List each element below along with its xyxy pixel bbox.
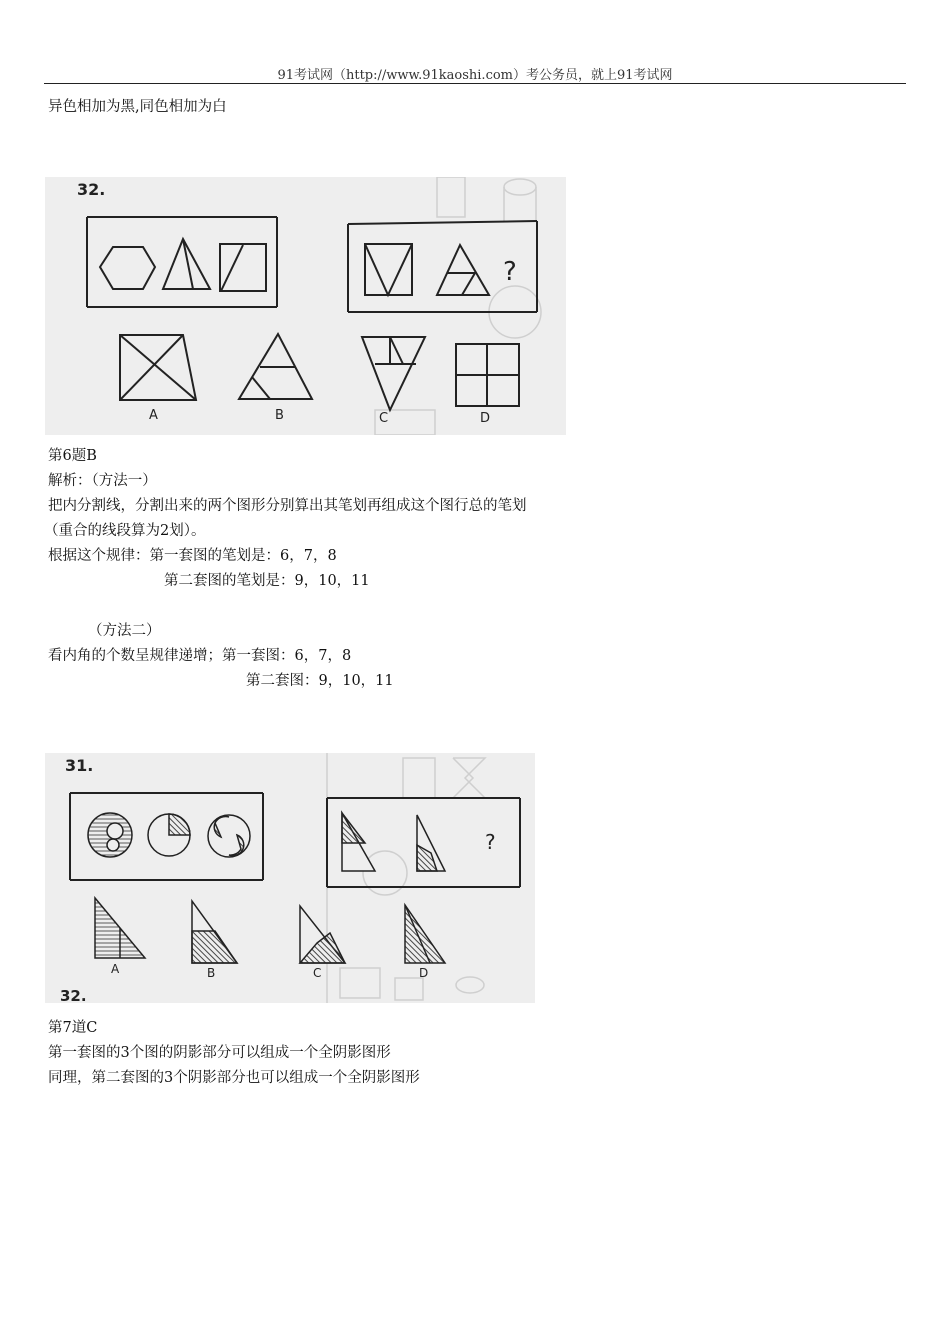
- q6-analysis-label: 解析：（方法一）: [48, 473, 157, 489]
- q6-method2-line1: 看内角的个数呈规律递增；第一套图：6，7，8: [48, 648, 352, 664]
- option-b-label: B: [207, 966, 216, 980]
- option-c-label: C: [313, 966, 322, 980]
- q6-method2-line2: 第二套图：9，10，11: [246, 673, 394, 689]
- option-a-label: A: [149, 408, 158, 423]
- question-6-figure: [45, 177, 566, 435]
- question-mark: ?: [485, 830, 496, 854]
- option-a-label: A: [111, 962, 120, 976]
- header-divider: [44, 83, 906, 84]
- second-set-triangles: [342, 813, 445, 871]
- answer-options: [95, 898, 445, 963]
- q7-answer-title: 第7道C: [48, 1020, 98, 1036]
- next-figure-number: 32.: [60, 987, 87, 1003]
- q6-answer-title: 第6题B: [48, 448, 97, 464]
- question-7-figure: [45, 753, 535, 1003]
- option-c-label: C: [379, 411, 389, 426]
- q6-method1-line1: 把内分割线，分割出来的两个图形分别算出其笔划再组成这个图行总的笔划: [48, 498, 527, 514]
- q7-line2: 同理，第二套图的3个阴影部分也可以组成一个全阴影图形: [48, 1070, 420, 1086]
- q7-line1: 第一套图的3个图的阴影部分可以组成一个全阴影图形: [48, 1045, 391, 1061]
- first-set-circles: [88, 813, 250, 857]
- option-d-label: D: [480, 411, 491, 426]
- first-set-frame: [87, 217, 277, 307]
- q6-rule-second: 第二套图的笔划是：9，10，11: [164, 573, 370, 589]
- figure-number: 31.: [65, 756, 94, 775]
- intro-line: 异色相加为黑,同色相加为白: [48, 99, 227, 115]
- bleed-through-marks: [327, 753, 485, 1003]
- option-b-label: B: [275, 408, 284, 423]
- q6-rule-first: 根据这个规律：第一套图的笔划是：6，7，8: [48, 548, 337, 564]
- option-d-label: D: [419, 966, 429, 980]
- figure-number: 32.: [77, 180, 106, 199]
- page-header: 91考试网（http://www.91kaoshi.com）考公务员，就上91考试网: [277, 68, 673, 83]
- question-mark: ?: [503, 257, 517, 287]
- answer-options: [120, 334, 519, 410]
- bleed-through-marks: [375, 177, 541, 435]
- q6-method2-label: （方法二）: [88, 623, 161, 639]
- q6-method1-line2: （重合的线段算为2划）。: [44, 523, 206, 539]
